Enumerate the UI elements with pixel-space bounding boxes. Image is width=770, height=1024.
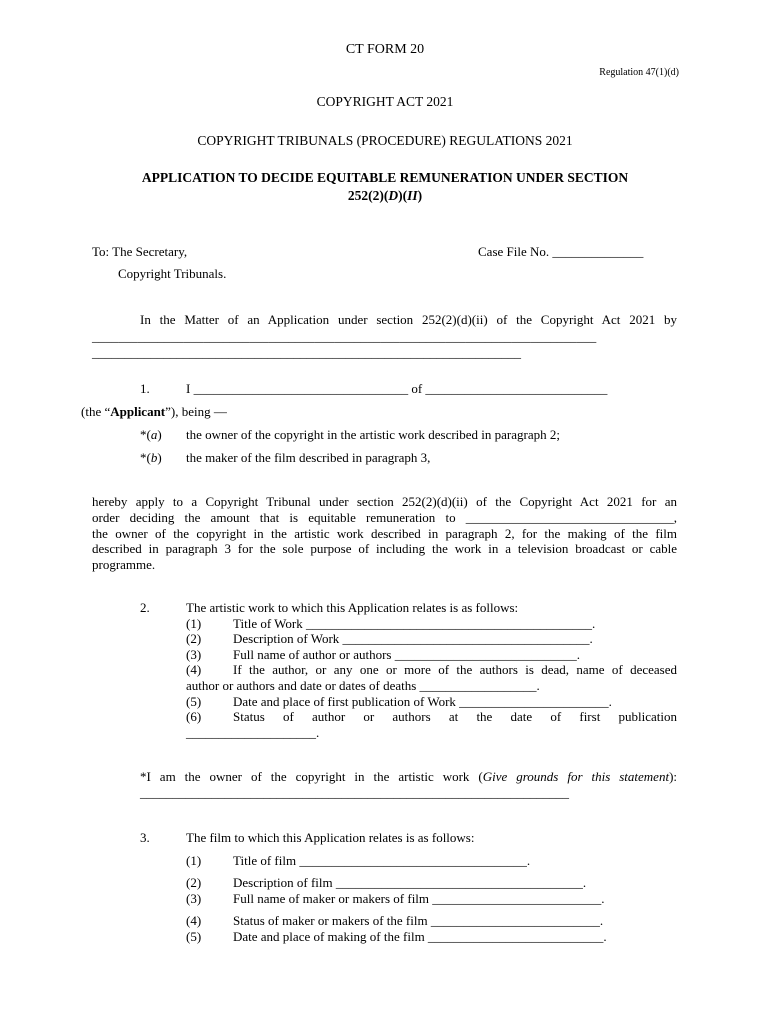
applicant-name-line-1[interactable]: _____________________________________________________________________________	[92, 329, 597, 344]
artistic-item-label: (4)	[186, 662, 202, 677]
film-item-label: (3)	[186, 891, 202, 906]
film-item-label: (4)	[186, 913, 202, 928]
deceased-author-continuation[interactable]: author or authors and date or dates of deaths __________________.	[186, 678, 540, 693]
hereby-line-4: described in paragraph 3 for the sole purpose of including the work in a television broadcast or cable	[92, 541, 677, 556]
film-title-field[interactable]: Title of film ___________________________________.	[233, 853, 531, 868]
author-status-continuation[interactable]: ____________________.	[186, 725, 320, 740]
form-number: CT FORM 20	[345, 42, 425, 57]
matter-intro: In the Matter of an Application under section 252(2)(d)(ii) of the Copyright Act 2021 by	[140, 312, 677, 327]
film-item-label: (5)	[186, 929, 202, 944]
artistic-item-label: (6)	[186, 709, 202, 724]
deceased-author-field[interactable]: If the author, or any one or more of the authors is dead, name of deceased	[233, 662, 677, 677]
option-a-label: *(a)	[140, 427, 162, 442]
film-description-field[interactable]: Description of film ______________________________________.	[233, 875, 587, 890]
regulation-reference: Regulation 47(1)(d)	[599, 67, 679, 78]
regulations-title: COPYRIGHT TRIBUNALS (PROCEDURE) REGULATIONS 2021	[197, 133, 573, 148]
application-title-line2: 252(2)(D)(II)	[347, 188, 423, 203]
artistic-item-label: (2)	[186, 631, 202, 646]
hereby-line-5: programme.	[92, 557, 156, 572]
film-item-label: (2)	[186, 875, 202, 890]
artistic-title-field[interactable]: Title of Work ____________________________________________.	[233, 616, 596, 631]
hereby-line-2[interactable]: order deciding the amount that is equitable remuneration to ________________________________,	[92, 510, 677, 525]
option-b-label: *(b)	[140, 450, 162, 465]
artistic-item-label: (1)	[186, 616, 202, 631]
owner-statement: *I am the owner of the copyright in the artistic work (Give grounds for this statement):	[140, 769, 678, 784]
para1-number: 1.	[140, 381, 150, 396]
applicant-definition: (the “Applicant”), being —	[81, 404, 227, 419]
addressee: To: The Secretary,	[92, 244, 188, 259]
case-file-number[interactable]: Case File No. ______________	[478, 244, 644, 259]
act-title: COPYRIGHT ACT 2021	[316, 94, 454, 109]
artistic-item-label: (3)	[186, 647, 202, 662]
para2-number: 2.	[140, 600, 150, 615]
hereby-line-1: hereby apply to a Copyright Tribunal under section 252(2)(d)(ii) of the Copyright Act 2021 for an	[92, 494, 677, 509]
hereby-line-3: the owner of the copyright in the artistic work described in paragraph 2, for the making of the film	[92, 526, 677, 541]
film-maker-name-field[interactable]: Full name of maker or makers of film __________________________.	[233, 891, 605, 906]
owner-grounds-field[interactable]: __________________________________________________________________	[140, 785, 569, 800]
film-item-label: (1)	[186, 853, 202, 868]
option-b-text: the maker of the film described in paragraph 3,	[186, 450, 431, 465]
para2-intro: The artistic work to which this Application relates is as follows:	[186, 600, 519, 615]
first-publication-field[interactable]: Date and place of first publication of Work _______________________.	[233, 694, 612, 709]
film-maker-status-field[interactable]: Status of maker or makers of the film __________________________.	[233, 913, 604, 928]
para3-intro: The film to which this Application relates is as follows:	[186, 830, 475, 845]
application-title-line1: APPLICATION TO DECIDE EQUITABLE REMUNERATION UNDER SECTION	[141, 170, 629, 185]
tribunals-label: Copyright Tribunals.	[118, 266, 227, 281]
artistic-item-label: (5)	[186, 694, 202, 709]
option-a-text: the owner of the copyright in the artistic work described in paragraph 2;	[186, 427, 560, 442]
film-making-date-place-field[interactable]: Date and place of making of the film ___________________________.	[233, 929, 607, 944]
applicant-details-field[interactable]: I _________________________________ of ____________________________	[186, 381, 608, 396]
author-name-field[interactable]: Full name of author or authors ____________________________.	[233, 647, 580, 662]
applicant-name-line-2[interactable]: __________________________________________________________________	[92, 345, 521, 360]
artistic-description-field[interactable]: Description of Work ______________________________________.	[233, 631, 593, 646]
author-status-field[interactable]: Status of author or authors at the date of first publication	[233, 709, 677, 724]
para3-number: 3.	[140, 830, 150, 845]
